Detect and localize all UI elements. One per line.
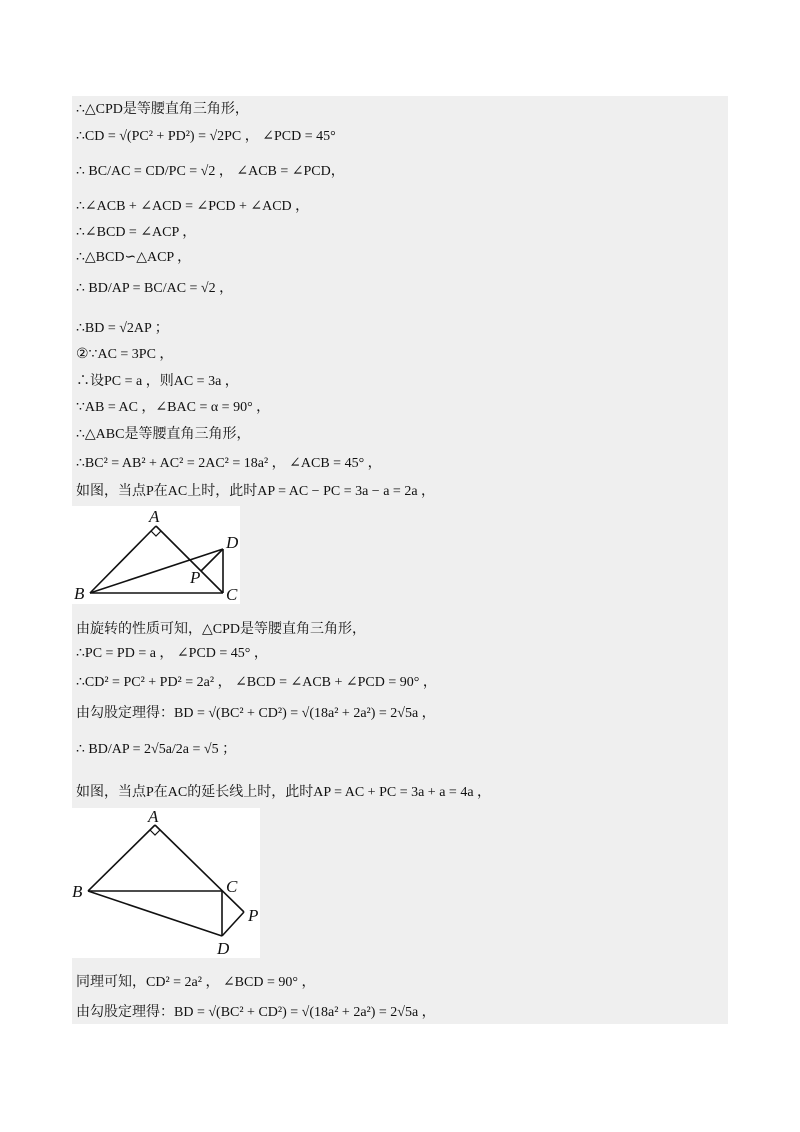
solution-line-1: ∴△CPD是等腰直角三角形， bbox=[76, 102, 249, 117]
solution-line-15: 由旋转的性质可知，△CPD是等腰直角三角形， bbox=[76, 622, 366, 637]
solution-line-19: ∴ BD/AP = 2√5a/2a = √5 ； bbox=[76, 742, 237, 757]
solution-line-11: ∵AB = AC ，∠BAC = α = 90° ， bbox=[76, 400, 271, 415]
segment-bd bbox=[90, 549, 223, 593]
solution-line-8: ∴BD = √2AP ； bbox=[76, 321, 169, 336]
figure-p-on-ac-extension bbox=[72, 808, 260, 958]
solution-line-5: ∴∠BCD = ∠ACP ， bbox=[76, 225, 197, 240]
solution-line-21: 同理可知，CD² = 2a² ， ∠BCD = 90° ， bbox=[76, 975, 316, 990]
solution-line-9: ②∵AC = 3PC ， bbox=[76, 347, 174, 362]
solution-line-2: ∴CD = √(PC² + PD²) = √2PC ， ∠PCD = 45° bbox=[76, 129, 336, 144]
right-angle-marker bbox=[150, 830, 160, 835]
solution-line-4: ∴∠ACB + ∠ACD = ∠PCD + ∠ACD ， bbox=[76, 199, 310, 214]
segment-ap bbox=[155, 825, 244, 912]
vertex-label-c: C bbox=[226, 585, 238, 604]
solution-line-3: ∴ BC/AC = CD/PC = √2 ， ∠ACB = ∠PCD， bbox=[76, 164, 345, 179]
solution-line-22: 由勾股定理得：BD = √(BC² + CD²) = √(18a² + 2a²) = 2√5a ， bbox=[76, 1005, 436, 1020]
segment-ab bbox=[90, 526, 156, 593]
vertex-label-d: D bbox=[226, 533, 239, 552]
solution-line-10: ∴设PC = a ，则AC = 3a ， bbox=[76, 374, 239, 389]
solution-line-13: ∴BC² = AB² + AC² = 2AC² = 18a² ， ∠ACB = 45° ， bbox=[76, 456, 382, 471]
solution-line-17: ∴CD² = PC² + PD² = 2a² ， ∠BCD = ∠ACB + ∠PCD = 90° ， bbox=[76, 675, 437, 690]
segment-bd bbox=[88, 891, 222, 936]
solution-line-6: ∴△BCD∽△ACP ， bbox=[76, 250, 192, 265]
solution-line-12: ∴△ABC是等腰直角三角形， bbox=[76, 427, 251, 442]
solution-line-7: ∴ BD/AP = BC/AC = √2 ， bbox=[76, 281, 234, 296]
vertex-label-p: P bbox=[190, 568, 201, 587]
vertex-label-a: A bbox=[149, 507, 160, 526]
vertex-label-p: P bbox=[248, 906, 259, 925]
vertex-label-a: A bbox=[148, 808, 159, 826]
figure-p-on-ac-extension-diagram bbox=[72, 808, 260, 958]
right-angle-marker bbox=[151, 531, 161, 536]
vertex-label-b: B bbox=[72, 882, 83, 901]
segment-dp bbox=[222, 912, 244, 936]
solution-line-16: ∴PC = PD = a ， ∠PCD = 45° ， bbox=[76, 646, 268, 661]
vertex-label-d: D bbox=[217, 939, 230, 958]
segment-ab bbox=[88, 825, 155, 891]
vertex-label-b: B bbox=[74, 584, 85, 603]
solution-line-14: 如图，当点P在AC上时，此时AP = AC − PC = 3a − a = 2a ， bbox=[76, 484, 436, 499]
figure-p-on-ac-diagram bbox=[72, 506, 240, 604]
vertex-label-c: C bbox=[226, 877, 238, 896]
solution-line-18: 由勾股定理得：BD = √(BC² + CD²) = √(18a² + 2a²) = 2√5a ， bbox=[76, 706, 436, 721]
solution-line-20: 如图，当点P在AC的延长线上时，此时AP = AC + PC = 3a + a = 4a ， bbox=[76, 785, 492, 800]
figure-p-on-ac bbox=[72, 506, 240, 604]
